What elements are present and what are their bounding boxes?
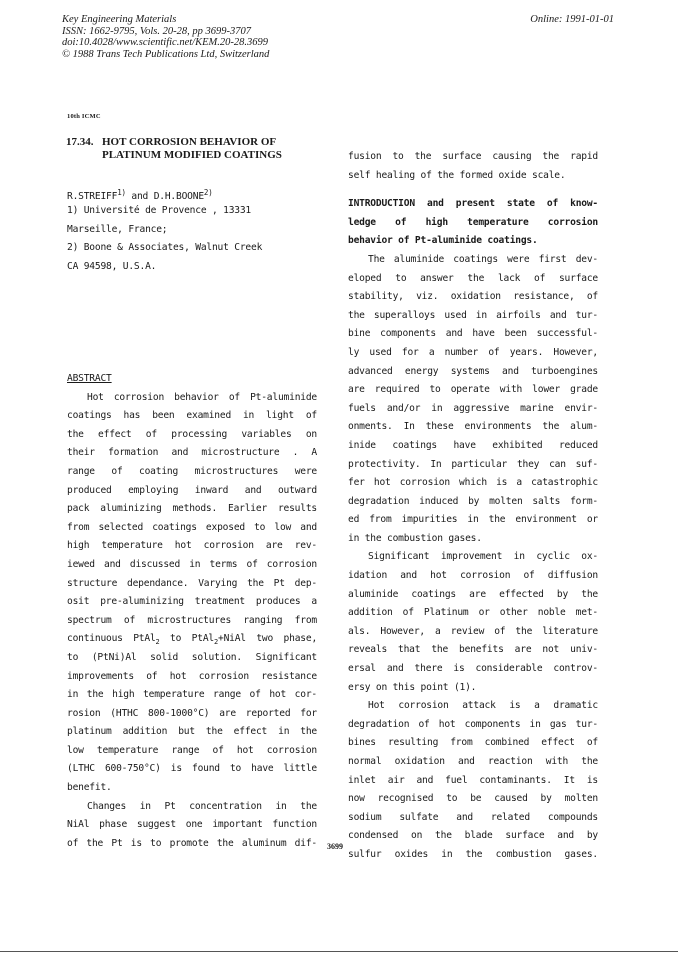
text-line: onments. In these environments the alum-: [348, 421, 598, 433]
text-line: fusion to the surface causing the rapid: [348, 151, 598, 162]
abstract-formula-line: continuous PtAl$_2$ to PtAl$_2$+NiAl two phase,: [67, 633, 317, 647]
author-1-mark: 1): [117, 188, 126, 197]
intro-paragraph-1-last: in the combustion gases.: [348, 532, 482, 544]
doi-line: doi:10.4028/www.scientific.net/KEM.20-28.3699: [62, 37, 268, 48]
conference-label: 10th ICMC: [67, 113, 101, 120]
text-line: als. However, a review of the literature: [348, 625, 598, 637]
text-line: Changes in Pt concentration in the: [87, 800, 317, 812]
author-2: and D.H.BOONE: [125, 191, 204, 202]
text-line: in the high temperature range of hot cor-: [67, 689, 317, 701]
intro-paragraph-2-last: ersy on this point (1).: [348, 681, 477, 693]
author-block: [67, 182, 317, 276]
text-line: fer hot corrosion which is a catastrophic: [348, 477, 598, 489]
affiliation-2-line-1: 2) Boone & Associates, Walnut Creek: [67, 242, 263, 254]
journal-name: Key Engineering Materials: [62, 14, 177, 25]
text-line: normal oxidation and reaction with the: [348, 756, 598, 767]
text-line: range of coating microstructures were: [67, 465, 317, 477]
text-line: bines resulting from combined effect of: [348, 737, 598, 749]
text-line: idation and hot corrosion of diffusion: [348, 570, 598, 582]
text-line: their formation and microstructure . A: [67, 447, 317, 459]
text-line: platinum addition but the effect in the: [67, 726, 317, 738]
text-line: eloped to answer the lack of surface: [348, 272, 598, 284]
text-line: stability, viz. oxidation resistance, of: [348, 291, 598, 303]
text-line: coatings has been examined in light of: [67, 410, 317, 422]
text-line: (LTHC 600-750°C) is found to have little: [67, 763, 317, 775]
publication-info: [62, 14, 269, 60]
abstract-section: [67, 370, 317, 853]
text-line: protectivity. In particular they can suf-: [348, 458, 598, 470]
text-line: osit pre-aluminizing treatment produces a: [67, 596, 317, 608]
introduction-heading: [348, 195, 598, 232]
text-line: addition of Platinum or other noble met-: [348, 607, 598, 619]
title-number: 17.34.: [66, 136, 94, 148]
paper-title: [66, 136, 282, 162]
text-line: ledge of high temperature corrosion: [348, 216, 598, 228]
affiliation-1-line-1: 1) Université de Provence , 13331: [67, 205, 252, 216]
intro-paragraph-3: [348, 697, 598, 864]
text-line: sulfur oxides in the combustion gases.: [348, 848, 598, 860]
text-line: NiAl phase suggest one important function: [67, 819, 317, 831]
text-line: condensed on the blade surface and by: [348, 830, 598, 842]
text-line: aluminide coatings are effected by the: [348, 588, 598, 600]
affiliation-2-line-2: CA 94598, U.S.A.: [67, 260, 157, 272]
text-line: fuels and/or in aggressive marine envir-: [348, 402, 598, 414]
author-2-mark: 2): [203, 188, 213, 197]
affiliation-1-line-2: Marseille, France;: [67, 223, 168, 235]
bottom-rule: [0, 951, 678, 952]
author-names: [67, 182, 317, 202]
introduction-heading-last: behavior of Pt-aluminide coatings.: [348, 235, 538, 247]
text-line: advanced energy systems and turboengines: [348, 365, 598, 377]
text-line: of the Pt is to promote the aluminum dif-: [67, 837, 317, 849]
abstract-paragraph: [67, 389, 317, 631]
text-line: from selected coatings exposed to low and: [67, 521, 317, 533]
online-date: Online: 1991-01-01: [530, 14, 614, 25]
abstract-paragraph-cont: [67, 649, 317, 779]
text-line: Hot corrosion behavior of Pt-aluminide: [87, 391, 317, 403]
text-line: ly used for a number of years. However,: [348, 346, 598, 358]
text-line: INTRODUCTION and present state of know-: [348, 198, 598, 210]
author-1: R.STREIFF: [67, 191, 118, 202]
text-line: the superalloys used in airfoils and tur-: [348, 309, 598, 321]
abstract-last-line: benefit.: [67, 782, 112, 794]
text-line: degradation induced by molten salts form-: [348, 495, 598, 507]
copyright-line: © 1988 Trans Tech Publications Ltd, Switzerland: [62, 48, 270, 60]
text-line: degradation of hot components in gas tur-: [348, 718, 598, 730]
right-column: [348, 148, 598, 865]
text-line: low temperature range of hot corrosion: [67, 744, 317, 756]
issn-line: ISSN: 1662-9795, Vols. 20-28, pp 3699-3707: [62, 25, 251, 37]
text-line: are required to operate with lower grade: [348, 384, 598, 396]
text-line: iewed and discussed in terms of corrosion: [67, 558, 317, 570]
intro-paragraph-2: [348, 548, 598, 678]
abstract-heading: ABSTRACT: [67, 373, 112, 384]
title-line-2: PLATINUM MODIFIED COATINGS: [102, 149, 282, 161]
text-line: inlet air and fuel contaminants. It is: [348, 774, 598, 786]
text-line: spectrum of microstructures ranging from: [67, 614, 317, 626]
text-line: Significant improvement in cyclic ox-: [368, 551, 598, 563]
text-line: ed from impurities in the environment or: [348, 514, 598, 526]
text-line: produced employing inward and outward: [67, 484, 317, 496]
text-line: ersal and there is considerable controv-: [348, 663, 598, 675]
abstract-paragraph-2: [67, 798, 317, 854]
text-line: the effect of processing variables on: [67, 428, 317, 440]
title-line-1: HOT CORROSION BEHAVIOR OF: [102, 136, 277, 148]
text-line: now recognised to be caused by molten: [348, 793, 598, 805]
text-line: The aluminide coatings were first dev-: [368, 253, 598, 265]
text-line: inide coatings have exhibited reduced: [348, 439, 598, 451]
text-line: improvements of hot corrosion resistance: [67, 670, 317, 682]
text-line: to (PtNi)Al solid solution. Significant: [67, 651, 317, 663]
intro-paragraph-1: [348, 251, 598, 530]
text-line: Hot corrosion attack is a dramatic: [368, 700, 598, 712]
text-line: high temperature hot corrosion are rev-: [67, 540, 317, 552]
text-line: sodium sulfate and related compounds: [348, 811, 598, 823]
page-number: 3699: [327, 842, 343, 851]
text-line: bine components and have been successful-: [348, 328, 598, 340]
continuation-text: [348, 148, 598, 167]
text-line: pack aluminizing methods. Earlier results: [67, 503, 317, 515]
continuation-last: self healing of the formed oxide scale.: [348, 169, 566, 181]
text-line: rosion (HTHC 800-1000°C) are reported for: [67, 707, 317, 719]
text-line: reveals that the benefits are not univ-: [348, 644, 598, 656]
text-line: structure dependance. Varying the Pt dep-: [67, 577, 317, 589]
